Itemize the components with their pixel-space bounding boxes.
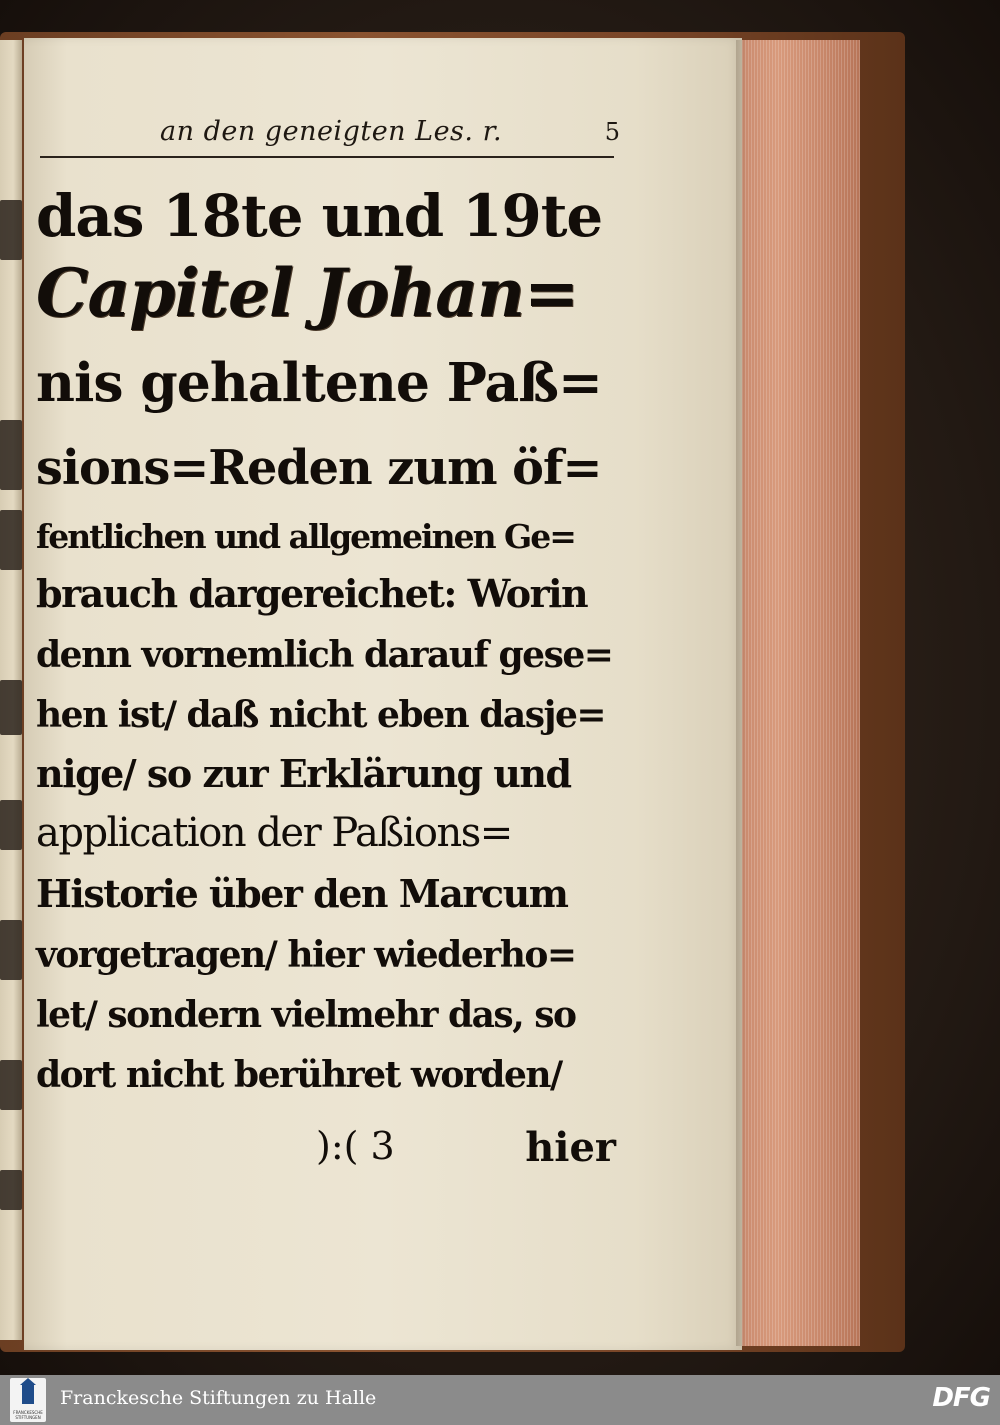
running-head-title: an den geneigten Les. r. bbox=[160, 116, 503, 147]
franckesche-stiftungen-logo[interactable] bbox=[10, 1378, 46, 1422]
page-number: 5 bbox=[604, 118, 620, 146]
header-rule bbox=[40, 156, 614, 158]
main-text bbox=[36, 168, 616, 1096]
text-line: fentlichen und allgemeinen Ge= bbox=[36, 517, 575, 556]
text-line: das 18te und 19te bbox=[36, 182, 603, 250]
signature-mark: ):( 3 bbox=[316, 1124, 395, 1168]
running-head bbox=[160, 112, 620, 152]
text-line: Capitel Johan= bbox=[36, 254, 579, 332]
text-line: vorgetragen/ hier wiederho= bbox=[36, 934, 576, 976]
page-edges bbox=[742, 40, 860, 1346]
text-line: let/ sondern vielmehr das, so bbox=[36, 994, 576, 1036]
footer-bar bbox=[0, 1375, 1000, 1425]
page-footer-line bbox=[36, 1124, 616, 1174]
text-line: nis gehaltene Paß= bbox=[36, 351, 602, 414]
text-line: dort nicht berühret worden/ bbox=[36, 1054, 562, 1096]
text-line: application der Paßions= bbox=[36, 810, 512, 856]
logo-caption: FRANCKESCHE STIFTUNGEN bbox=[13, 1410, 43, 1420]
dfg-logo[interactable]: DFG bbox=[932, 1383, 990, 1413]
text-line: hen ist/ daß nicht eben dasje= bbox=[36, 694, 606, 736]
text-line: Historie über den Marcum bbox=[36, 871, 568, 916]
text-line: sions=Reden zum öf= bbox=[36, 440, 602, 496]
text-line: brauch dargereichet: Worin bbox=[36, 571, 588, 616]
text-line: nige/ so zur Erklärung und bbox=[36, 751, 571, 796]
building-icon bbox=[22, 1384, 34, 1404]
institution-link[interactable]: Franckesche Stiftungen zu Halle bbox=[60, 1387, 377, 1409]
catchword: hier bbox=[525, 1124, 616, 1171]
text-line: denn vornemlich darauf gese= bbox=[36, 634, 613, 676]
gutter-shadow bbox=[736, 40, 746, 1346]
left-page-edge bbox=[0, 40, 22, 1340]
